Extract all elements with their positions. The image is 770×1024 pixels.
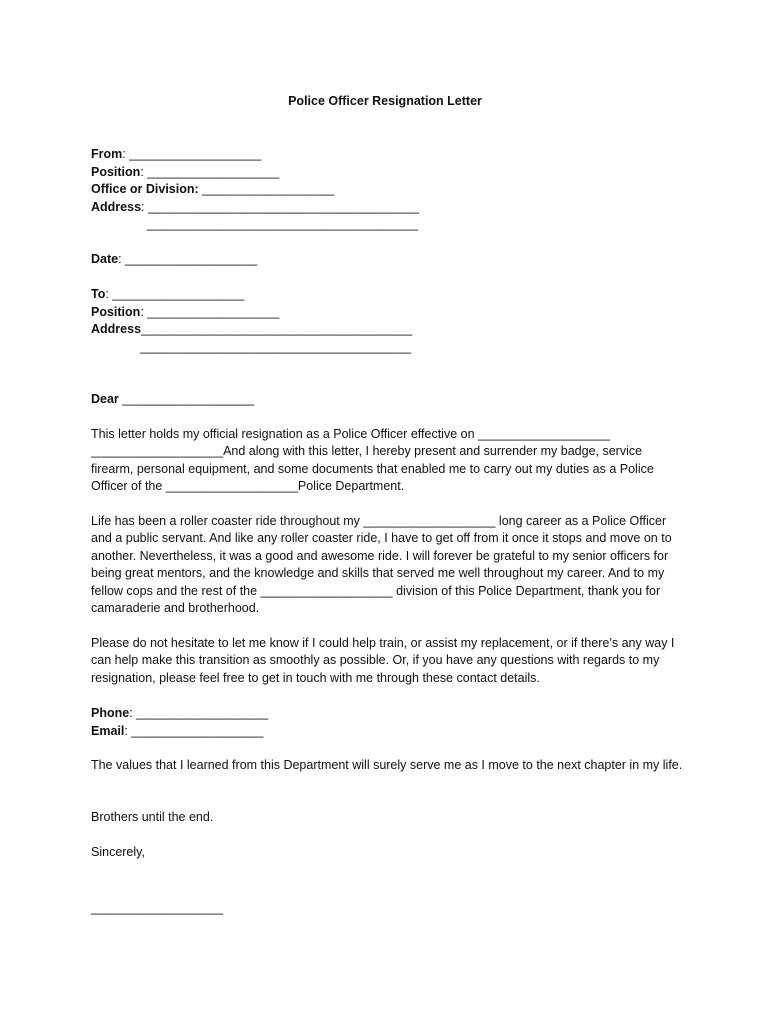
office-line [91, 181, 691, 199]
body-paragraph-2: Life has been a roller coaster ride throughout my ___________________ long career as a Police Officer and a public servant. And like any roller coaster ride, I have to get off from it once it stops and move on to another. Nevertheless, it was a good and awesome ride. I will forever be grateful to my senior officers for being great mentors, and the knowledge and skills that served me well throughout my career. And to my fellow cops and the rest of the ___________________ division of this Police Department, thank you for camaraderie and brotherhood. [91, 514, 672, 616]
recipient-block [91, 286, 691, 356]
address-line-2: _______________________________________ [147, 217, 419, 231]
position-blank: : ___________________ [140, 164, 280, 179]
date-line [91, 251, 691, 269]
from-line [91, 146, 691, 164]
date-block [91, 251, 691, 269]
document-title: Police Officer Resignation Letter [288, 94, 482, 108]
from-label: From [91, 147, 123, 161]
recipient-address-label: Address [91, 322, 142, 336]
to-line [91, 286, 691, 304]
position-line [91, 164, 691, 182]
recipient-position-line [91, 304, 691, 322]
recipient-address-blank: _______________________________________ [141, 322, 413, 336]
closing-paragraph: The values that I learned from this Department will surely serve me as I move to the next chapter in my life. [91, 758, 683, 772]
phone-blank: : ___________________ [129, 706, 269, 720]
salutation-block [91, 391, 691, 409]
to-label: To [91, 287, 106, 301]
address-label: Address [91, 199, 142, 214]
date-blank: : ___________________ [118, 252, 258, 266]
body-paragraph-1: This letter holds my official resignation as a Police Officer effective on ___________________ ___________________And along with this letter, I hereby present and surrender my badge, service firearm, personal equipment, and some documents that enabled me to carry out my duties as a Police Officer of the ___________________Police Department. [91, 427, 654, 494]
recipient-address-line-2: _______________________________________ [140, 339, 412, 354]
office-label: Office or Division: [91, 182, 199, 196]
email-blank: : ___________________ [124, 723, 264, 738]
body-paragraph-3: Please do not hesitate to let me know if I could help train, or assist my replacement, or if there’s any way I can help make this transition as smoothly as possible. Or, if you have any questions with regards to my resignation, please feel free to get in touch with me through these contact details. [91, 636, 675, 685]
from-blank: : ___________________ [122, 147, 262, 161]
recipient-position-label: Position [91, 304, 141, 319]
signature-line: ___________________ [91, 901, 224, 915]
brothers-line: Brothers until the end. [91, 810, 214, 824]
date-label: Date [91, 252, 119, 266]
phone-label: Phone [91, 706, 130, 720]
contact-block [91, 705, 691, 740]
address-blank: : _______________________________________ [141, 199, 420, 214]
salutation-label: Dear [91, 392, 119, 406]
sincerely-line: Sincerely, [91, 845, 145, 859]
email-label: Email [91, 723, 125, 738]
phone-line [91, 705, 691, 723]
recipient-position-blank: : ___________________ [140, 304, 280, 319]
office-blank: ___________________ [198, 182, 335, 196]
salutation-blank: ___________________ [118, 392, 255, 406]
sender-block [91, 146, 691, 234]
salutation-line [91, 391, 691, 409]
to-blank: : ___________________ [105, 287, 245, 301]
position-label: Position [91, 164, 141, 179]
email-line [91, 723, 691, 741]
recipient-address-line [91, 321, 691, 339]
address-line [91, 199, 691, 217]
